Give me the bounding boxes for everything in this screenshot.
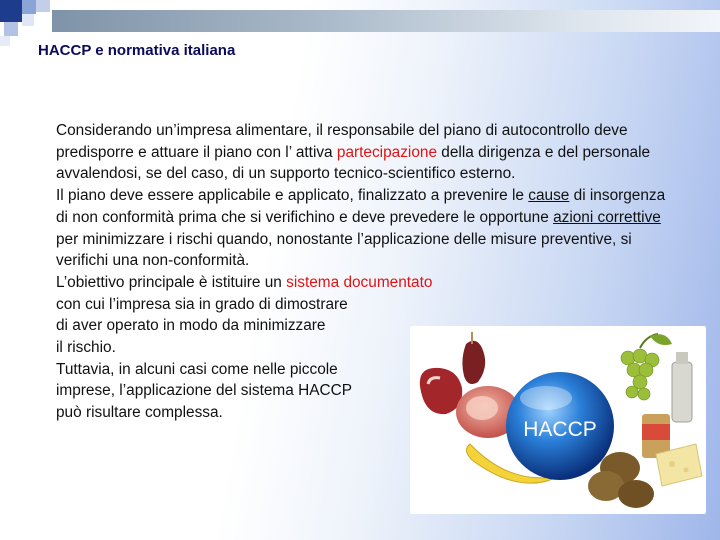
body-text-run: per minimizzare i rischi quando, nonostante l’applicazione delle misure preventive, si verifichi una non-conformità. bbox=[56, 230, 632, 270]
highlighted-term: sistema documentato bbox=[286, 273, 433, 291]
deco-square bbox=[22, 14, 34, 26]
deco-square bbox=[36, 0, 50, 12]
body-text-run: Il piano deve essere applicabile e applicato, finalizzato a prevenire le bbox=[56, 187, 529, 205]
underlined-term: azioni correttive bbox=[553, 208, 661, 226]
body-text-run: L’obiettivo principale è istituire un bbox=[56, 273, 287, 291]
deco-square bbox=[0, 0, 22, 22]
body-text-run: Considerando un’impresa alimentare, il responsabile del piano di autocontrollo deve predisporre e attuare il piano con l’ attiva bbox=[56, 122, 628, 161]
deco-square bbox=[0, 36, 10, 46]
bottle-graphic bbox=[672, 362, 692, 422]
deco-square bbox=[22, 0, 36, 14]
body-text-run: può risultare complessa. bbox=[56, 404, 223, 422]
underlined-term: cause bbox=[528, 187, 570, 205]
body-text-run: imprese, l’applicazione del sistema HACCP bbox=[56, 382, 352, 400]
haccp-logo-text: HACCP bbox=[523, 418, 597, 441]
sausage-graphic bbox=[462, 341, 485, 384]
food-collage-graphic bbox=[410, 326, 706, 514]
body-text-run: di aver operato in modo da minimizzare bbox=[56, 317, 326, 335]
body-text-run: il rischio. bbox=[56, 339, 116, 357]
highlighted-term: partecipazione bbox=[336, 143, 438, 161]
haccp-food-illustration bbox=[410, 326, 706, 514]
body-text-run: con cui l’impresa sia in grado di dimostrare bbox=[56, 295, 348, 313]
steak-graphic bbox=[420, 368, 462, 414]
deco-square bbox=[4, 22, 18, 36]
grapes-graphic bbox=[621, 349, 659, 400]
slide-title: HACCP e normativa italiana bbox=[38, 42, 236, 59]
body-text-run: della dirigenza e del personale avvalendosi, se del caso, di un supporto tecnico-scientifico esterno. bbox=[56, 143, 651, 183]
body-text-run: Tuttavia, in alcuni casi come nelle piccole bbox=[56, 360, 338, 378]
body-text-run: di insorgenza di non conformità prima che si verifichino e deve prevedere le opportune bbox=[56, 187, 666, 226]
top-header-bar bbox=[52, 10, 720, 32]
